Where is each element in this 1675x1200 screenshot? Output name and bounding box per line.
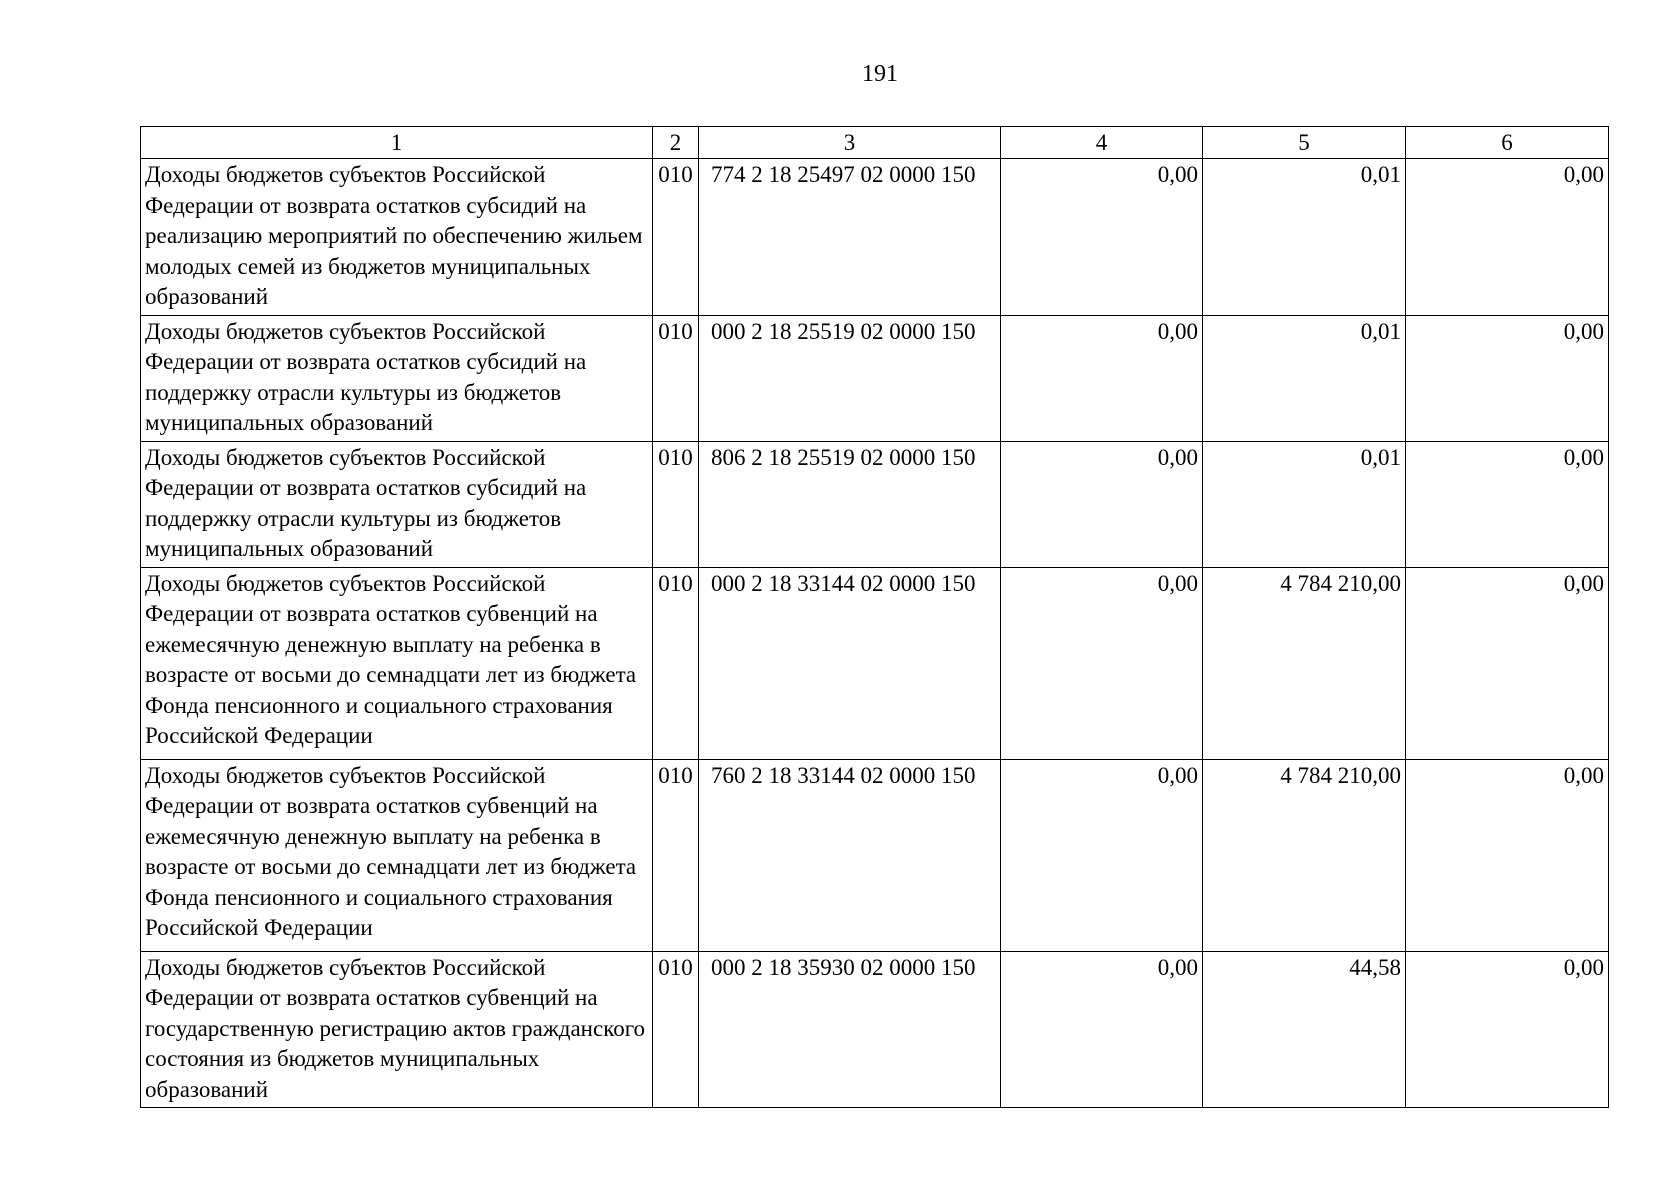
row-kbk: 000 2 18 25519 02 0000 150	[699, 315, 1001, 441]
row-col4-value: 0,00	[1001, 315, 1203, 441]
row-code: 010	[653, 567, 699, 759]
row-col6-value: 0,00	[1406, 951, 1609, 1108]
row-col4-value: 0,00	[1001, 567, 1203, 759]
header-row	[141, 127, 1609, 159]
table-row	[141, 315, 1609, 441]
column-header: 6	[1406, 127, 1609, 159]
row-code: 010	[653, 441, 699, 567]
row-col5-value: 0,01	[1203, 159, 1406, 316]
row-description: Доходы бюджетов субъектов Российской Федерации от возврата остатков субвенций на государственную регистрацию актов гражданского состояния из бюджетов муниципальных образований	[141, 951, 653, 1108]
row-col6-value: 0,00	[1406, 759, 1609, 951]
budget-revenue-table	[140, 126, 1609, 1108]
row-col5-value: 0,01	[1203, 441, 1406, 567]
row-col6-value: 0,00	[1406, 567, 1609, 759]
column-header: 2	[653, 127, 699, 159]
row-code: 010	[653, 315, 699, 441]
row-code: 010	[653, 759, 699, 951]
row-col5-value: 4 784 210,00	[1203, 567, 1406, 759]
row-col6-value: 0,00	[1406, 441, 1609, 567]
row-kbk: 000 2 18 35930 02 0000 150	[699, 951, 1001, 1108]
row-col5-value: 0,01	[1203, 315, 1406, 441]
row-kbk: 774 2 18 25497 02 0000 150	[699, 159, 1001, 316]
row-kbk: 000 2 18 33144 02 0000 150	[699, 567, 1001, 759]
row-kbk: 806 2 18 25519 02 0000 150	[699, 441, 1001, 567]
row-kbk: 760 2 18 33144 02 0000 150	[699, 759, 1001, 951]
table-row	[141, 759, 1609, 951]
column-header: 5	[1203, 127, 1406, 159]
row-code: 010	[653, 951, 699, 1108]
row-col5-value: 4 784 210,00	[1203, 759, 1406, 951]
table-row	[141, 951, 1609, 1108]
row-description: Доходы бюджетов субъектов Российской Федерации от возврата остатков субсидий на поддержку отрасли культуры из бюджетов муниципальных образований	[141, 441, 653, 567]
table-header	[141, 127, 1609, 159]
row-description: Доходы бюджетов субъектов Российской Федерации от возврата остатков субсидий на поддержку отрасли культуры из бюджетов муниципальных образований	[141, 315, 653, 441]
page-number: 191	[862, 61, 898, 87]
row-col4-value: 0,00	[1001, 951, 1203, 1108]
row-col6-value: 0,00	[1406, 315, 1609, 441]
table-body	[141, 159, 1609, 1108]
row-col4-value: 0,00	[1001, 159, 1203, 316]
table-row	[141, 441, 1609, 567]
row-code: 010	[653, 159, 699, 316]
row-col5-value: 44,58	[1203, 951, 1406, 1108]
row-description: Доходы бюджетов субъектов Российской Федерации от возврата остатков субсидий на реализацию мероприятий по обеспечению жильем молодых семей из бюджетов муниципальных образований	[141, 159, 653, 316]
row-description: Доходы бюджетов субъектов Российской Федерации от возврата остатков субвенций на ежемесячную денежную выплату на ребенка в возрасте от восьми до семнадцати лет из бюджета Фонда пенсионного и социального страхования Российской Федерации	[141, 567, 653, 759]
column-header: 3	[699, 127, 1001, 159]
row-col4-value: 0,00	[1001, 441, 1203, 567]
column-header: 4	[1001, 127, 1203, 159]
column-header: 1	[141, 127, 653, 159]
row-col6-value: 0,00	[1406, 159, 1609, 316]
table-row	[141, 567, 1609, 759]
row-description: Доходы бюджетов субъектов Российской Федерации от возврата остатков субвенций на ежемесячную денежную выплату на ребенка в возрасте от восьми до семнадцати лет из бюджета Фонда пенсионного и социального страхования Российской Федерации	[141, 759, 653, 951]
row-col4-value: 0,00	[1001, 759, 1203, 951]
table-row	[141, 159, 1609, 316]
